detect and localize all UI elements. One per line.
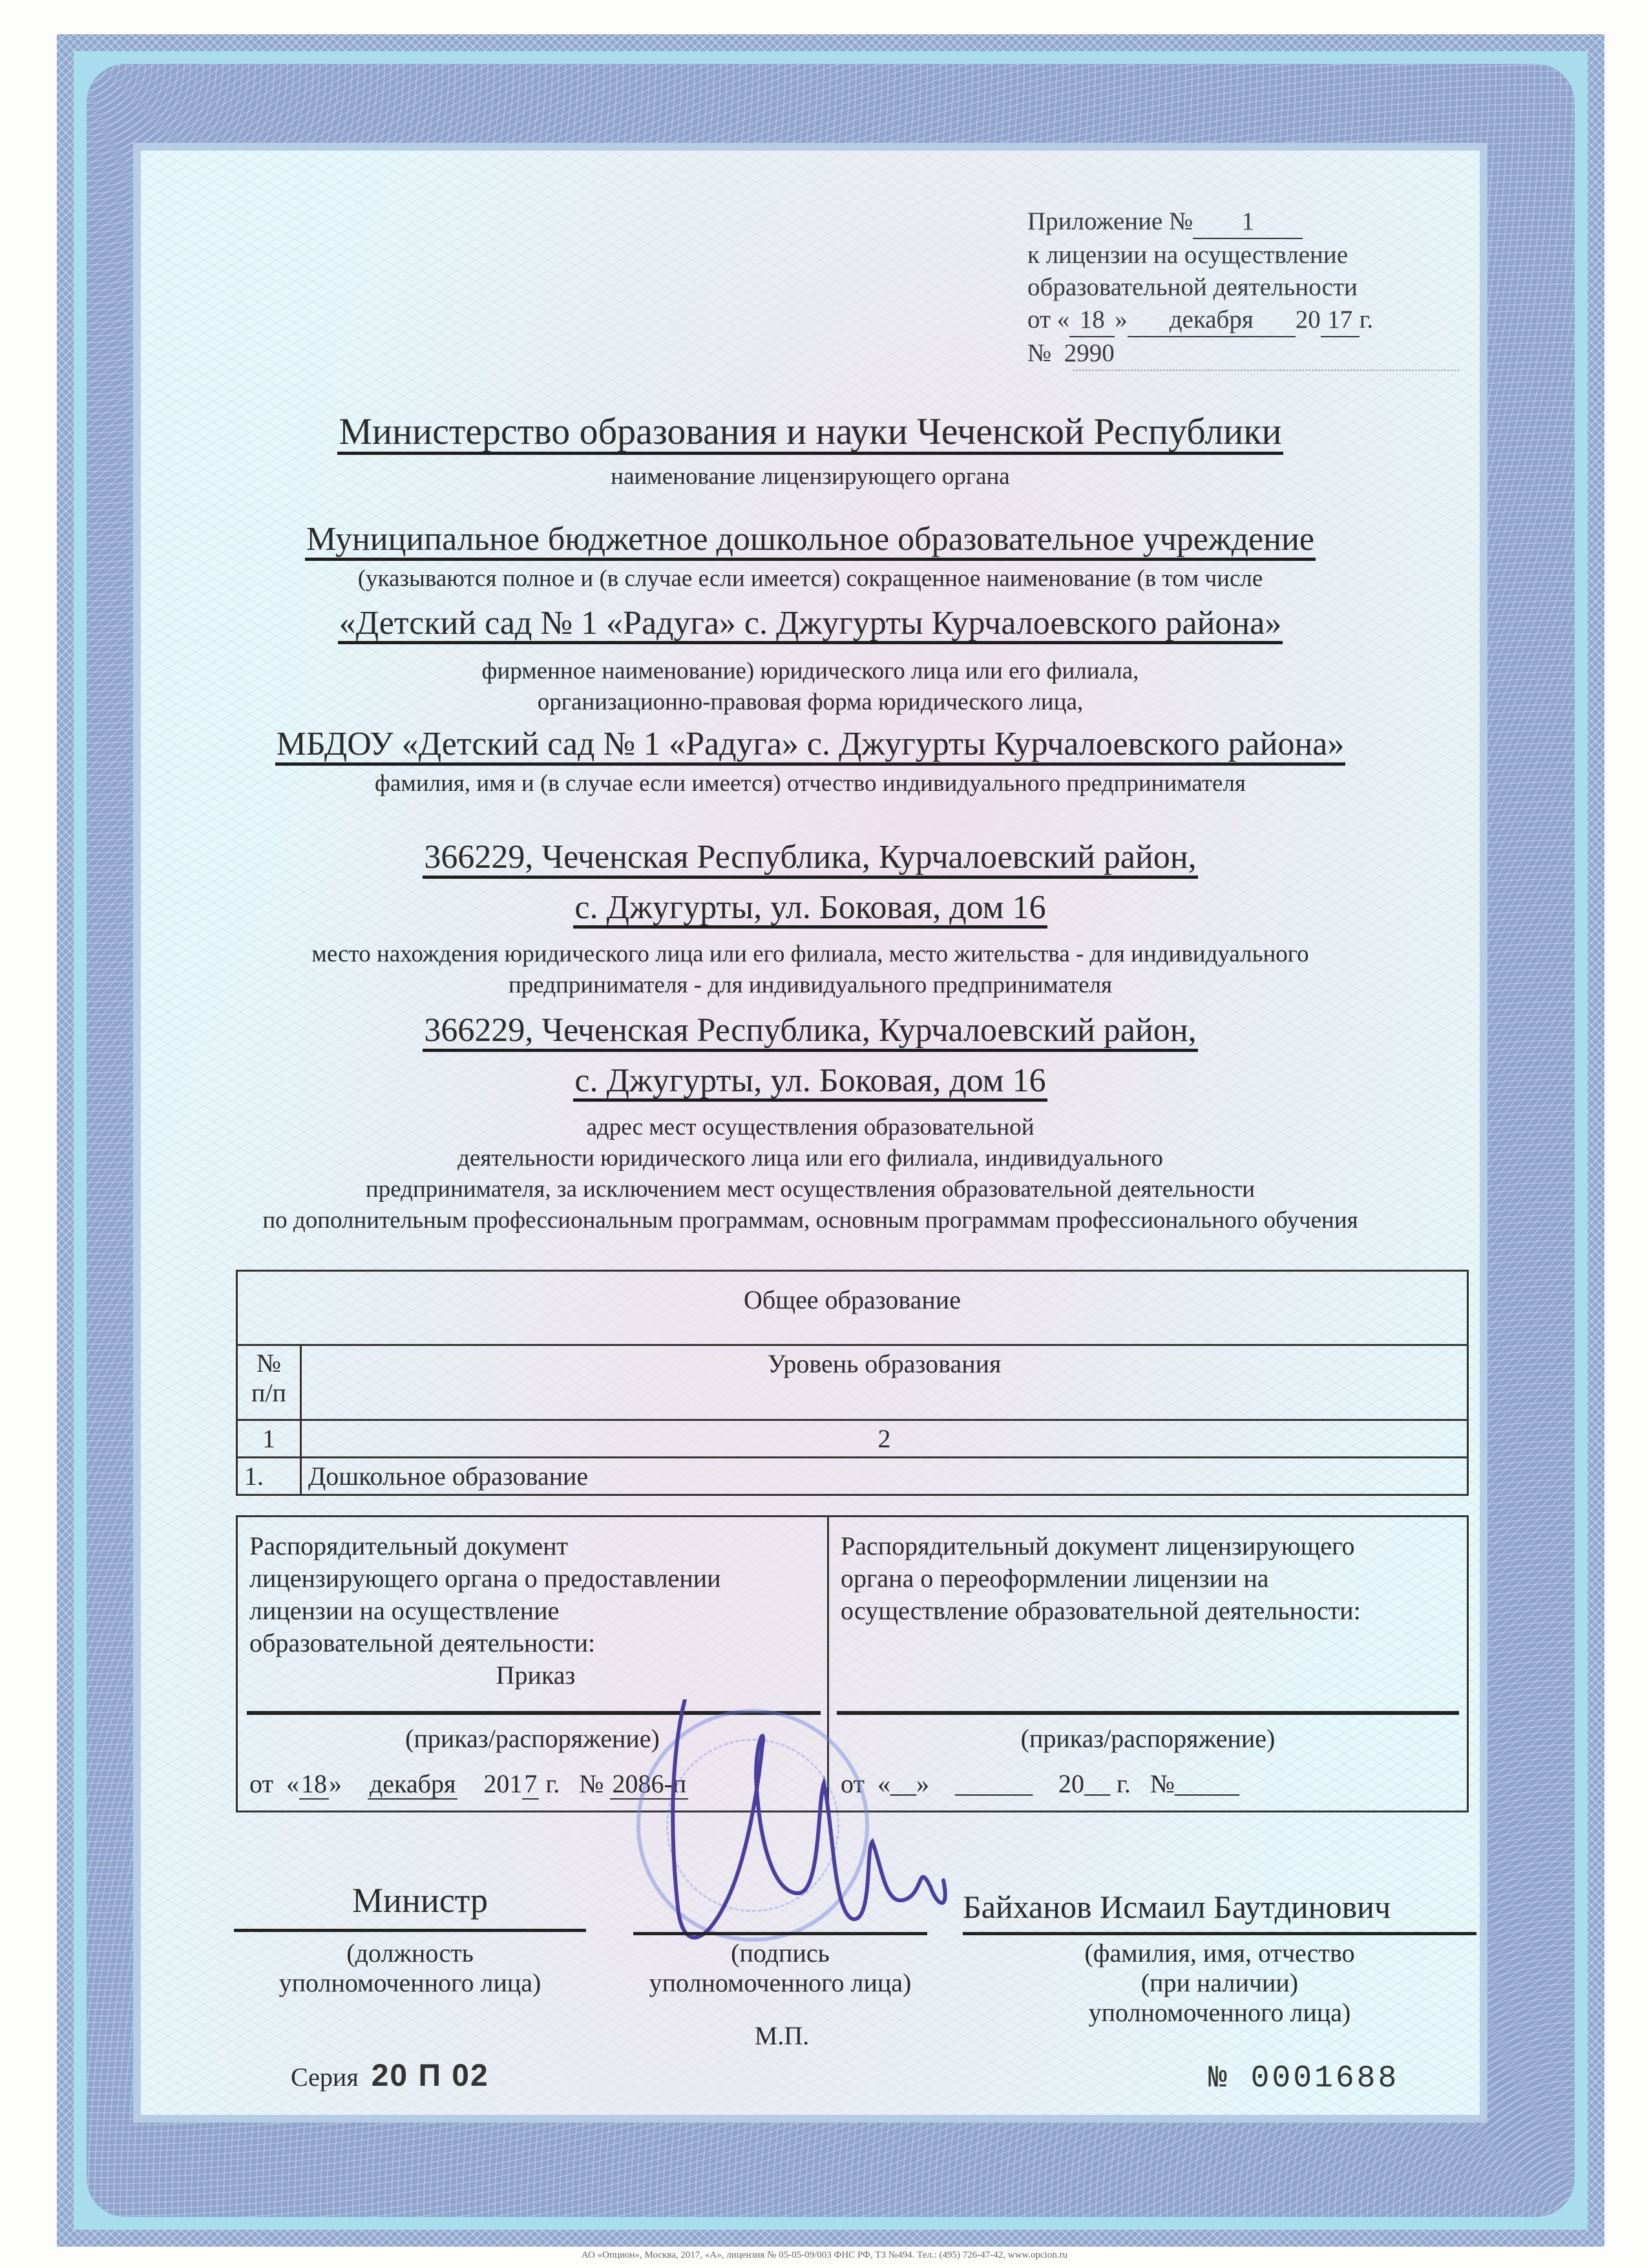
grant-heading-4: образовательной деятельности: xyxy=(249,1628,596,1657)
table-header-row xyxy=(237,1345,1468,1420)
location-caption-b: предпринимателя - для индивидуального предпринимателя xyxy=(508,972,1113,999)
grant-doc-caption: (приказ/распоряжение) xyxy=(405,1724,660,1753)
location-block xyxy=(141,840,1480,1001)
license-number: 2990 xyxy=(1064,339,1115,367)
table-index-row xyxy=(237,1420,1468,1458)
date-mid: » xyxy=(1115,306,1128,333)
row-number: 1. xyxy=(237,1458,301,1495)
licensee-block xyxy=(141,522,1480,799)
signature-caption-b: уполномоченного лица) xyxy=(649,1968,912,1997)
signature-caption-a: (подпись xyxy=(731,1938,830,1968)
number-sign: № xyxy=(1150,1769,1175,1798)
appendix-line2: к лицензии на осуществление xyxy=(1027,241,1349,269)
authority-block xyxy=(141,412,1480,492)
from-label: от xyxy=(841,1769,865,1798)
year-end: г. xyxy=(1116,1769,1131,1798)
appendix-line3: образовательной деятельности xyxy=(1027,273,1358,301)
appendix-year: 17 xyxy=(1321,304,1360,337)
authority-caption: наименование лицензирующего органа xyxy=(611,463,1010,490)
year-prefix: 20 xyxy=(1295,306,1321,333)
col-header-number xyxy=(237,1345,301,1420)
signer-position: Министр xyxy=(352,1881,488,1920)
reissue-year-prefix: 20 xyxy=(1058,1769,1084,1798)
position-line xyxy=(234,1929,586,1932)
name-line xyxy=(963,1932,1476,1935)
reissue-day: __ xyxy=(890,1769,916,1798)
appendix-date xyxy=(1027,304,1460,337)
reissue-year: __ xyxy=(1084,1769,1110,1798)
activity-caption-d: по дополнительным профессиональным программам, основным программам профессионального обучения xyxy=(262,1207,1358,1234)
index-cell: 1 xyxy=(237,1420,301,1458)
col-header-level: Уровень образования xyxy=(301,1345,1468,1420)
grant-order-number: 2086-п xyxy=(610,1769,688,1800)
signature-caption xyxy=(633,1938,927,1998)
licensee-full-name-2: «Детский сад № 1 «Радуга» с. Джугурты Курчалоевского района» xyxy=(338,606,1283,645)
table-title-row xyxy=(237,1271,1468,1345)
licensee-caption-3: фамилия, имя и (в случае если имеется) отчество индивидуального предпринимателя xyxy=(375,770,1246,797)
date-prefix: от « xyxy=(1027,306,1070,333)
licensing-authority: Министерство образования и науки Чеченской Республики xyxy=(337,412,1283,455)
grant-order-details: от «18» декабря 2017 г. № 2086-п xyxy=(249,1768,688,1800)
appendix-day: 18 xyxy=(1069,304,1115,337)
name-caption-b: (при наличии) xyxy=(1140,1968,1299,1997)
form-series xyxy=(291,2058,489,2094)
series-value: 20 П 02 xyxy=(371,2059,489,2093)
position-caption-b: уполномоченного лица) xyxy=(278,1968,541,1997)
position-caption xyxy=(234,1938,586,1998)
grant-month: декабря xyxy=(368,1769,457,1800)
appendix-label: Приложение № xyxy=(1027,207,1193,235)
activity-caption-a: адрес мест осуществления образовательной xyxy=(586,1114,1035,1141)
grant-heading-1: Распорядительный документ xyxy=(249,1531,569,1560)
name-caption-a: (фамилия, имя, отчество xyxy=(1084,1938,1355,1968)
handwritten-signature xyxy=(646,1699,950,1971)
activity-caption-b: деятельности юридического лица или его филиала, индивидуального xyxy=(457,1145,1163,1172)
number-sign: № xyxy=(1027,339,1052,367)
reissue-heading-3: осуществление образовательной деятельности: xyxy=(841,1596,1361,1625)
seal-place-mark: М.П. xyxy=(754,2021,810,2050)
microtext-line xyxy=(1073,370,1460,371)
printer-imprint: АО «Опцион», Москва, 2017, «А», лицензия № 05-05-09/003 ФНС РФ, ТЗ №494. Тел.: (495) 726-47-42, www.opcion.ru xyxy=(581,2250,1068,2260)
reissue-heading-1: Распорядительный документ лицензирующего xyxy=(841,1531,1355,1560)
series-label: Серия xyxy=(291,2063,359,2092)
grant-heading-2: лицензирующего органа о предоставлении xyxy=(249,1564,721,1593)
grant-year: 7 xyxy=(522,1769,539,1800)
location-caption-a: место нахождения юридического лица или его филиала, место жительства - для индивидуального xyxy=(311,941,1309,968)
grant-day: 18 xyxy=(299,1769,329,1800)
reissue-month: ______ xyxy=(954,1769,1033,1798)
licensee-full-name-1: Муниципальное бюджетное дошкольное образовательное учреждение xyxy=(305,522,1316,561)
name-caption-c: уполномоченного лица) xyxy=(1088,1998,1351,2027)
col-header-number-pp: п/п xyxy=(251,1378,286,1407)
activity-address-line1: 366229, Чеченская Республика, Курчалоевский район, xyxy=(423,1013,1197,1052)
licensee-caption-2b: организационно-правовая форма юридического лица, xyxy=(537,689,1084,716)
index-cell: 2 xyxy=(301,1420,1468,1458)
reissue-doc-caption: (приказ/распоряжение) xyxy=(1020,1724,1276,1753)
education-levels-table xyxy=(236,1270,1469,1496)
activity-address-line2: с. Джугурты, ул. Боковая, дом 16 xyxy=(573,1064,1047,1102)
from-label: от xyxy=(249,1769,273,1798)
licensee-caption-2a: фирменное наименование) юридического лица или его филиала, xyxy=(481,658,1139,685)
location-line2: с. Джугурты, ул. Боковая, дом 16 xyxy=(573,890,1047,929)
col-header-number-sign: № xyxy=(256,1349,282,1378)
activity-caption-c: предпринимателя, за исключением мест осуществления образовательной деятельности xyxy=(365,1176,1255,1203)
reissue-order-number: _____ xyxy=(1175,1769,1240,1798)
grant-doc-type: Приказ xyxy=(496,1661,576,1690)
number-sign: № xyxy=(579,1769,604,1798)
form-number: № 0001688 xyxy=(1208,2061,1400,2096)
location-line1: 366229, Чеченская Республика, Курчалоевский район, xyxy=(423,840,1197,879)
position-caption-a: (должность xyxy=(346,1938,474,1968)
year-end: г. xyxy=(1359,306,1374,333)
table-row xyxy=(237,1458,1468,1495)
table-title: Общее образование xyxy=(237,1271,1468,1345)
licensee-caption-1: (указываются полное и (в случае если имеется) сокращенное наименование (в том числе xyxy=(357,565,1263,592)
appendix-number-line xyxy=(1027,205,1460,239)
name-caption xyxy=(963,1938,1476,2028)
appendix-license-number xyxy=(1027,337,1460,370)
reissue-order-details: от «__» ______ 20__ г. №_____ xyxy=(841,1769,1240,1798)
signature-line xyxy=(633,1932,927,1935)
grant-heading-3: лицензии на осуществление xyxy=(249,1596,560,1625)
appendix-number: 1 xyxy=(1193,205,1303,239)
reissue-heading-2: органа о переоформлении лицензии на xyxy=(841,1564,1269,1593)
activity-address-block xyxy=(141,1013,1480,1236)
appendix-header xyxy=(1027,205,1460,371)
appendix-month: декабря xyxy=(1128,304,1296,337)
licensee-short-name: МБДОУ «Детский сад № 1 «Радуга» с. Джугурты Курчалоевского района» xyxy=(275,727,1346,766)
grant-year-prefix: 201 xyxy=(483,1769,523,1798)
signer-name: Байханов Исмаил Баутдинович xyxy=(963,1889,1391,1925)
row-education-level: Дошкольное образование xyxy=(301,1458,1468,1495)
year-end: г. xyxy=(545,1769,560,1798)
